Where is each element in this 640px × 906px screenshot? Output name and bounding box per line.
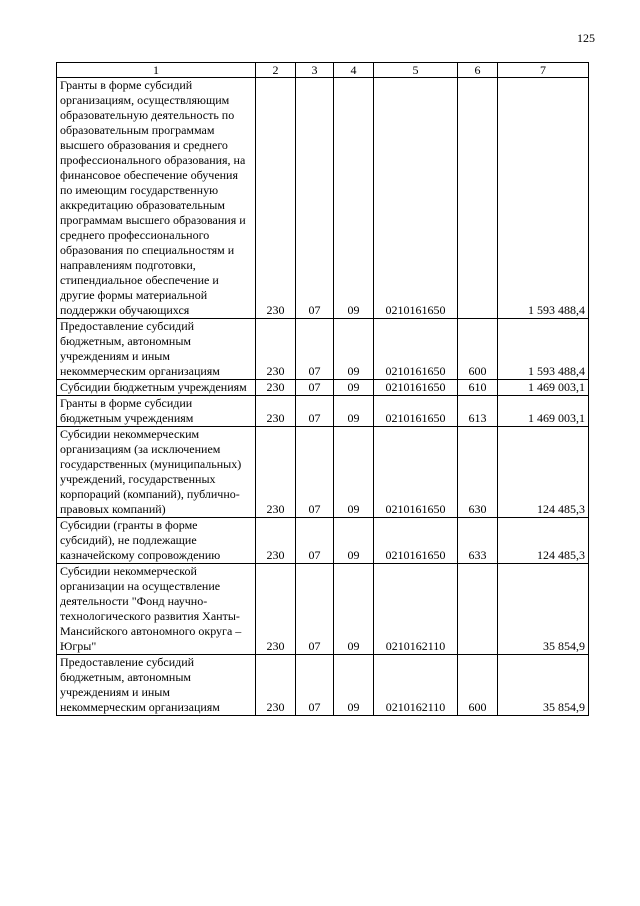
budget-table [56,62,589,716]
header-col-5: 5 [374,63,458,78]
cell-target-article: 0210161650 [374,380,458,396]
table-row [57,655,589,716]
cell-section: 07 [296,427,334,518]
cell-expense-type: 633 [458,518,498,564]
cell-subsection: 09 [334,564,374,655]
cell-section: 07 [296,78,334,319]
cell-expense-type: 600 [458,655,498,716]
cell-target-article: 0210162110 [374,655,458,716]
table-row [57,380,589,396]
table-row [57,78,589,319]
cell-expense-type: 630 [458,427,498,518]
cell-amount: 35 854,9 [498,655,589,716]
row-name: Предоставление субсидий бюджетным, автономным учреждениям и иным некоммерческим организациям [57,655,256,716]
cell-expense-type: 600 [458,319,498,380]
row-name: Гранты в форме субсидии бюджетным учреждениям [57,396,256,427]
cell-section: 07 [296,319,334,380]
cell-ministry-code: 230 [256,564,296,655]
cell-expense-type: 610 [458,380,498,396]
cell-expense-type [458,78,498,319]
cell-amount: 1 469 003,1 [498,396,589,427]
page-number: 125 [577,31,595,45]
cell-subsection: 09 [334,518,374,564]
cell-amount: 1 593 488,4 [498,78,589,319]
cell-subsection: 09 [334,319,374,380]
header-col-7: 7 [498,63,589,78]
cell-amount: 1 593 488,4 [498,319,589,380]
cell-target-article: 0210162110 [374,564,458,655]
row-name: Субсидии некоммерческим организациям (за исключением государственных (муниципальных) учреждений, государственных корпораций (компаний), публично-правовых компаний) [57,427,256,518]
cell-ministry-code: 230 [256,396,296,427]
cell-ministry-code: 230 [256,380,296,396]
cell-subsection: 09 [334,396,374,427]
cell-amount: 124 485,3 [498,518,589,564]
row-name: Субсидии бюджетным учреждениям [57,380,256,396]
cell-subsection: 09 [334,78,374,319]
cell-target-article: 0210161650 [374,78,458,319]
cell-subsection: 09 [334,655,374,716]
cell-expense-type: 613 [458,396,498,427]
table-row [57,564,589,655]
cell-ministry-code: 230 [256,319,296,380]
cell-amount: 124 485,3 [498,427,589,518]
cell-section: 07 [296,518,334,564]
cell-target-article: 0210161650 [374,319,458,380]
header-col-3: 3 [296,63,334,78]
cell-expense-type [458,564,498,655]
cell-amount: 1 469 003,1 [498,380,589,396]
table-row [57,518,589,564]
cell-section: 07 [296,655,334,716]
cell-ministry-code: 230 [256,655,296,716]
cell-section: 07 [296,564,334,655]
cell-ministry-code: 230 [256,427,296,518]
header-col-6: 6 [458,63,498,78]
cell-ministry-code: 230 [256,78,296,319]
table-row [57,319,589,380]
row-name: Гранты в форме субсидий организациям, осуществляющим образовательную деятельность по образовательным программам высшего образования и среднего профессионального образования, на финансовое обеспечение обучения по имеющим государственную аккредитацию образовательным программам высшего образования и среднего профессионального образования по специальностям и направлениям подготовки, стипендиальное обеспечение и другие формы материальной поддержки обучающихся [57,78,256,319]
cell-target-article: 0210161650 [374,396,458,427]
table-row [57,427,589,518]
table-row [57,396,589,427]
header-row [57,63,589,78]
cell-target-article: 0210161650 [374,518,458,564]
cell-amount: 35 854,9 [498,564,589,655]
cell-ministry-code: 230 [256,518,296,564]
row-name: Субсидии некоммерческой организации на осуществление деятельности "Фонд научно-технологического развития Ханты-Мансийского автономного округа – Югры" [57,564,256,655]
cell-target-article: 0210161650 [374,427,458,518]
header-col-2: 2 [256,63,296,78]
cell-subsection: 09 [334,380,374,396]
cell-section: 07 [296,396,334,427]
cell-subsection: 09 [334,427,374,518]
header-col-1: 1 [57,63,256,78]
header-col-4: 4 [334,63,374,78]
row-name: Предоставление субсидий бюджетным, автономным учреждениям и иным некоммерческим организациям [57,319,256,380]
cell-section: 07 [296,380,334,396]
row-name: Субсидии (гранты в форме субсидий), не подлежащие казначейскому сопровождению [57,518,256,564]
